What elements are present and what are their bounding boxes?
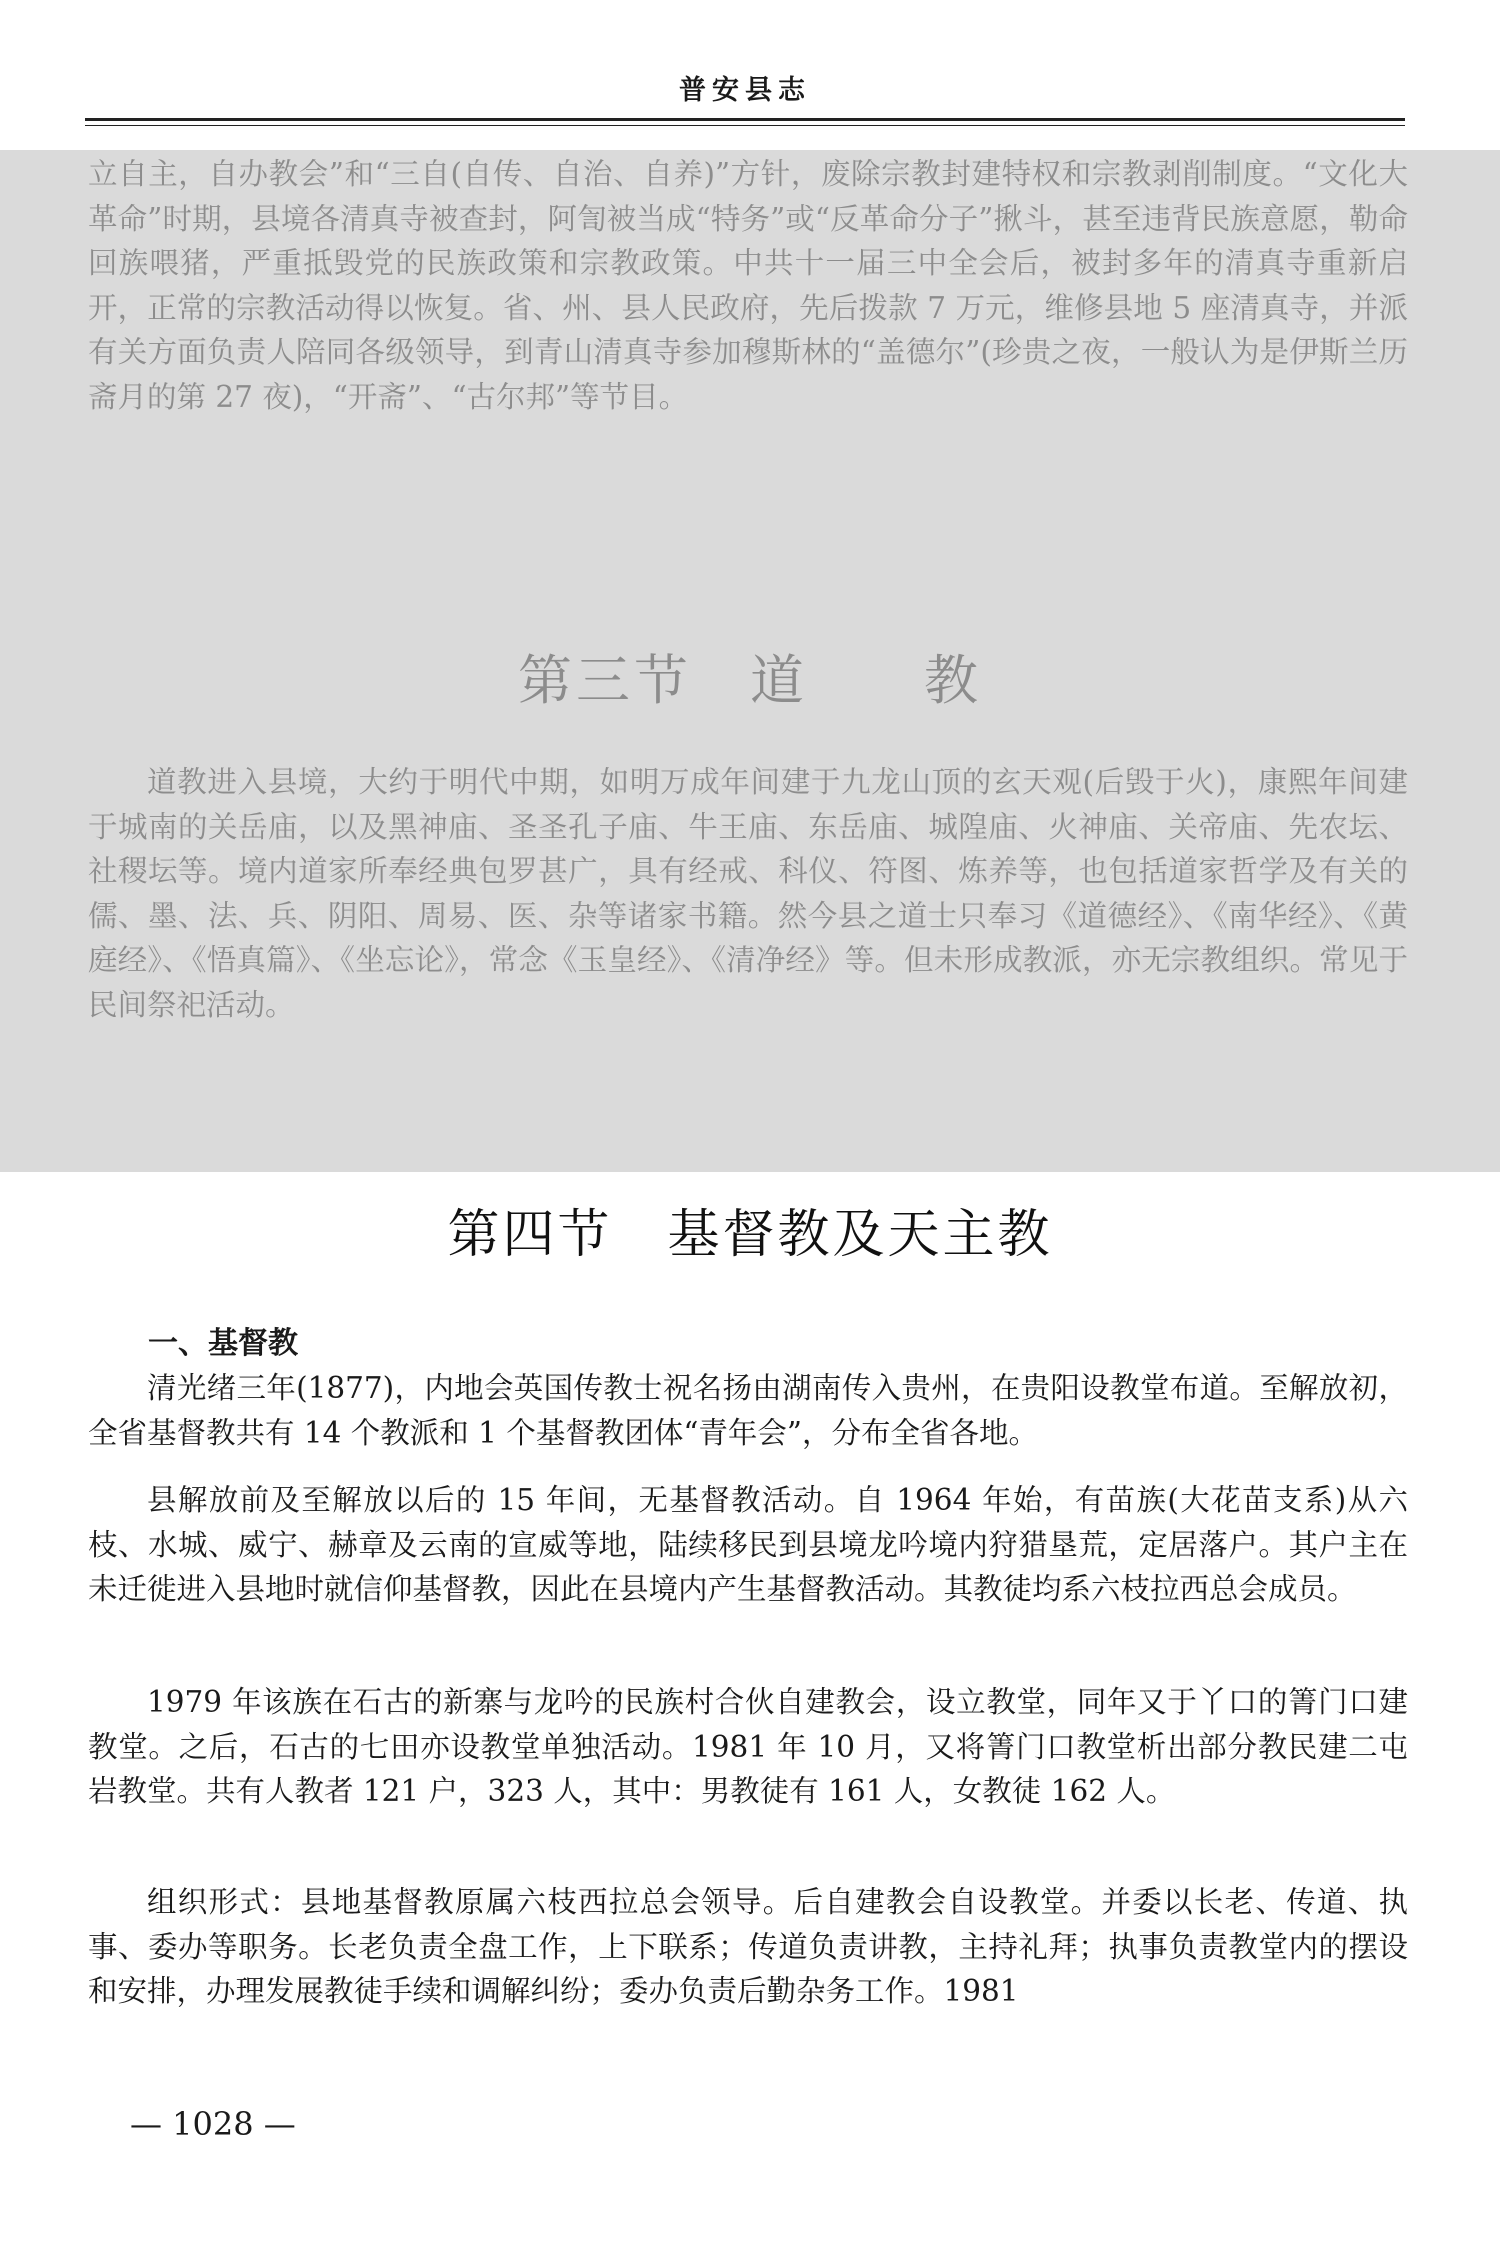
section3-paragraph: 道教进入县境，大约于明代中期，如明万成年间建于九龙山顶的玄天观(后毁于火)，康熙年间建于城南的关岳庙，以及黑神庙、圣圣孔子庙、牛王庙、东岳庙、城隍庙、火神庙、关帝庙、先农坛、社稷坛等。境内道家所奉经典包罗甚广，具有经戒、科仪、符图、炼养等，也包括道家哲学及有关的儒、墨、法、兵、阴阳、周易、医、杂等诸家书籍。然今县之道士只奉习《道德经》、《南华经》、《黄庭经》、《悟真篇》、《坐忘论》，常念《玉皇经》、《清净经》等。但未形成教派，亦无宗教组织。常见于民间祭祀活动。 [88,765,1408,1022]
section3-title: 第三节 道 教 [518,649,982,712]
section4-paragraph-1: 清光绪三年(1877)，内地会英国传教士祝名扬由湖南传入贵州，在贵阳设教堂布道。至解放初，全省基督教共有 14 个教派和 1 个基督教团体“青年会”，分布全省各地。 [88,1371,1408,1450]
section4-title: 第四节 基督教及天主教 [447,1205,1053,1265]
section4-paragraph-4: 组织形式：县地基督教原属六枝西拉总会领导。后自建教会自设教堂。并委以长老、传道、执事、委办等职务。长老负责全盘工作，上下联系；传道负责讲教，主持礼拜；执事负责教堂内的摆设和安排，办理发展教徒手续和调解纠纷；委办负责后勤杂务工作。1981 [88,1885,1408,2008]
subheading-christianity: 一、基督教 [148,1326,298,1361]
running-header: 普安县志 [679,75,811,106]
page-number: — 1028 — [130,2105,296,2143]
header-rule-thick [85,118,1405,121]
header-rule-thin [85,125,1405,126]
section4-paragraph-2: 县解放前及至解放以后的 15 年间，无基督教活动。自 1964 年始，有苗族(大花苗支系)从六枝、水城、威宁、赫章及云南的宣威等地，陆续移民到县境龙吟境内狩猎垦荒，定居落户。其户主在未迁徙进入县地时就信仰基督教，因此在县境内产生基督教活动。其教徒均系六枝拉西总会成员。 [88,1483,1408,1606]
section4-paragraph-3: 1979 年该族在石古的新寨与龙吟的民族村合伙自建教会，设立教堂，同年又于丫口的箐门口建教堂。之后，石古的七田亦设教堂单独活动。1981 年 10 月，又将箐门口教堂析出部分教民建二屯岩教堂。共有人教者 121 户，323 人，其中：男教徒有 161 人，女教徒 162 人。 [88,1685,1408,1808]
prev-section-paragraph: 立自主，自办教会”和“三自(自传、自治、自养)”方针，废除宗教封建特权和宗教剥削制度。“文化大革命”时期，县境各清真寺被查封，阿訇被当成“特务”或“反革命分子”揪斗，甚至违背民族意愿，勒命回族喂猪，严重抵毁党的民族政策和宗教政策。中共十一届三中全会后，被封多年的清真寺重新启开，正常的宗教活动得以恢复。省、州、县人民政府，先后拨款 7 万元，维修县地 5 座清真寺，并派有关方面负责人陪同各级领导，到青山清真寺参加穆斯林的“盖德尔”(珍贵之夜，一般认为是伊斯兰历斋月的第 27 夜)，“开斋”、“古尔邦”等节目。 [88,157,1409,414]
